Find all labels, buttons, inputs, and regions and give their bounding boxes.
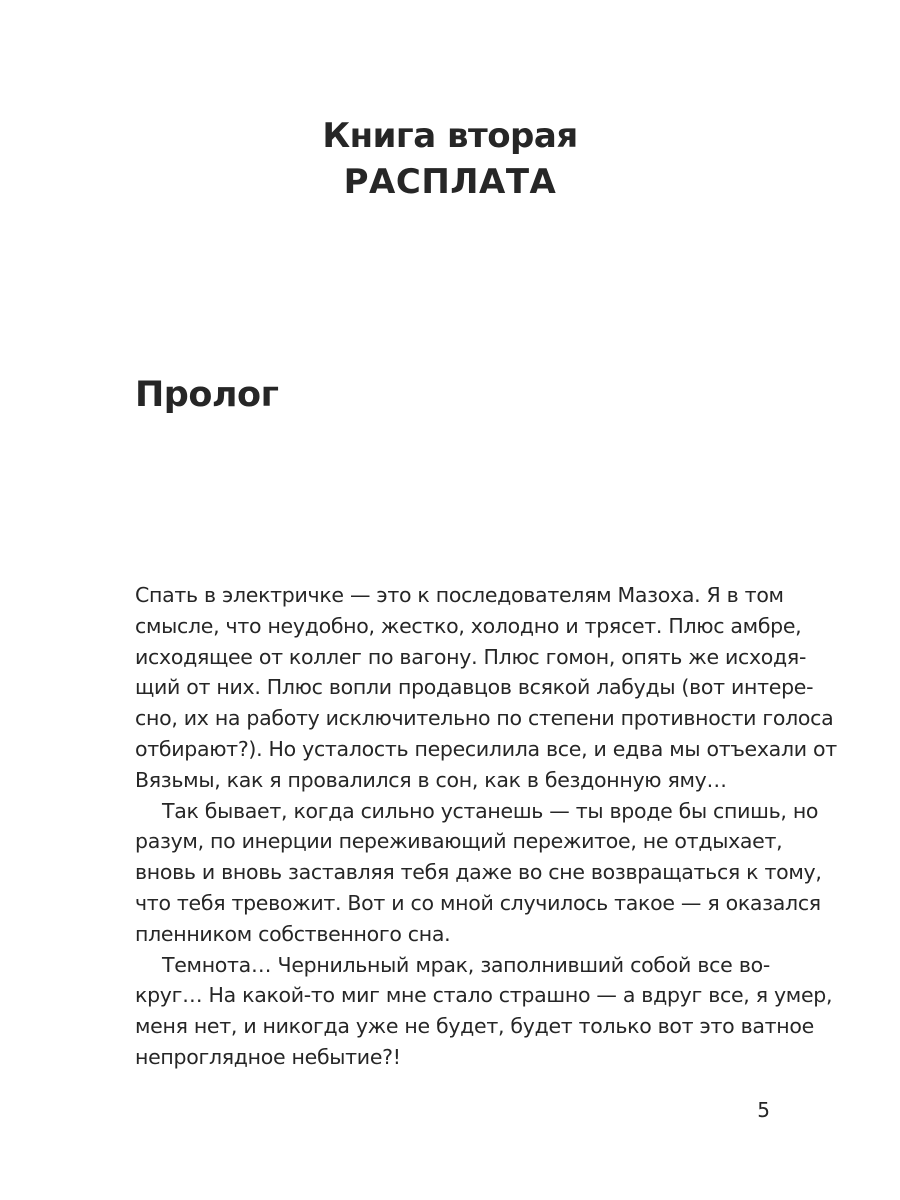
- book-header: [0, 113, 900, 205]
- book-title: РАСПЛАТА: [343, 162, 557, 202]
- text-line: круг… На какой-то миг мне стало страшно — а вдруг все, я умер,: [135, 983, 833, 1008]
- text-line: Вязьмы, как я провалился в сон, как в бездонную яму…: [135, 767, 727, 792]
- book-subtitle: Книга вторая: [322, 116, 578, 156]
- body-text: [135, 580, 837, 1073]
- paragraph-2: [135, 796, 822, 950]
- text-line: смысле, что неудобно, жестко, холодно и трясет. Плюс амбре,: [135, 613, 802, 638]
- text-line: исходящее от коллег по вагону. Плюс гомон, опять же исходя-: [135, 644, 807, 669]
- text-line: вновь и вновь заставляя тебя даже во сне возвращаться к тому,: [135, 860, 822, 885]
- text-line: сно, их на работу исключительно по степени противности голоса: [135, 706, 834, 731]
- text-line: разум, по инерции переживающий пережитое, не отдыхает,: [135, 829, 783, 854]
- text-line: Темнота… Чернильный мрак, заполнивший собой все во-: [162, 952, 770, 977]
- text-line: пленником собственного сна.: [135, 921, 451, 946]
- paragraph-1: [135, 580, 837, 796]
- paragraph-3: [135, 950, 833, 1073]
- text-line: что тебя тревожит. Вот и со мной случилось такое — я оказался: [135, 890, 821, 915]
- text-line: отбирают?). Но усталость пересилила все, и едва мы отъехали от: [135, 736, 837, 761]
- chapter-title: Пролог: [135, 375, 279, 415]
- text-line: непроглядное небытие?!: [135, 1044, 401, 1069]
- text-line: Так бывает, когда сильно устанешь — ты вроде бы спишь, но: [162, 798, 819, 823]
- text-line: меня нет, и никогда уже не будет, будет только вот это ватное: [135, 1014, 814, 1039]
- text-line: щий от них. Плюс вопли продавцов всякой лабуды (вот интере-: [135, 675, 814, 700]
- page-number: 5: [757, 1098, 770, 1122]
- text-line: Спать в электричке — это к последователям Мазоха. Я в том: [135, 583, 784, 607]
